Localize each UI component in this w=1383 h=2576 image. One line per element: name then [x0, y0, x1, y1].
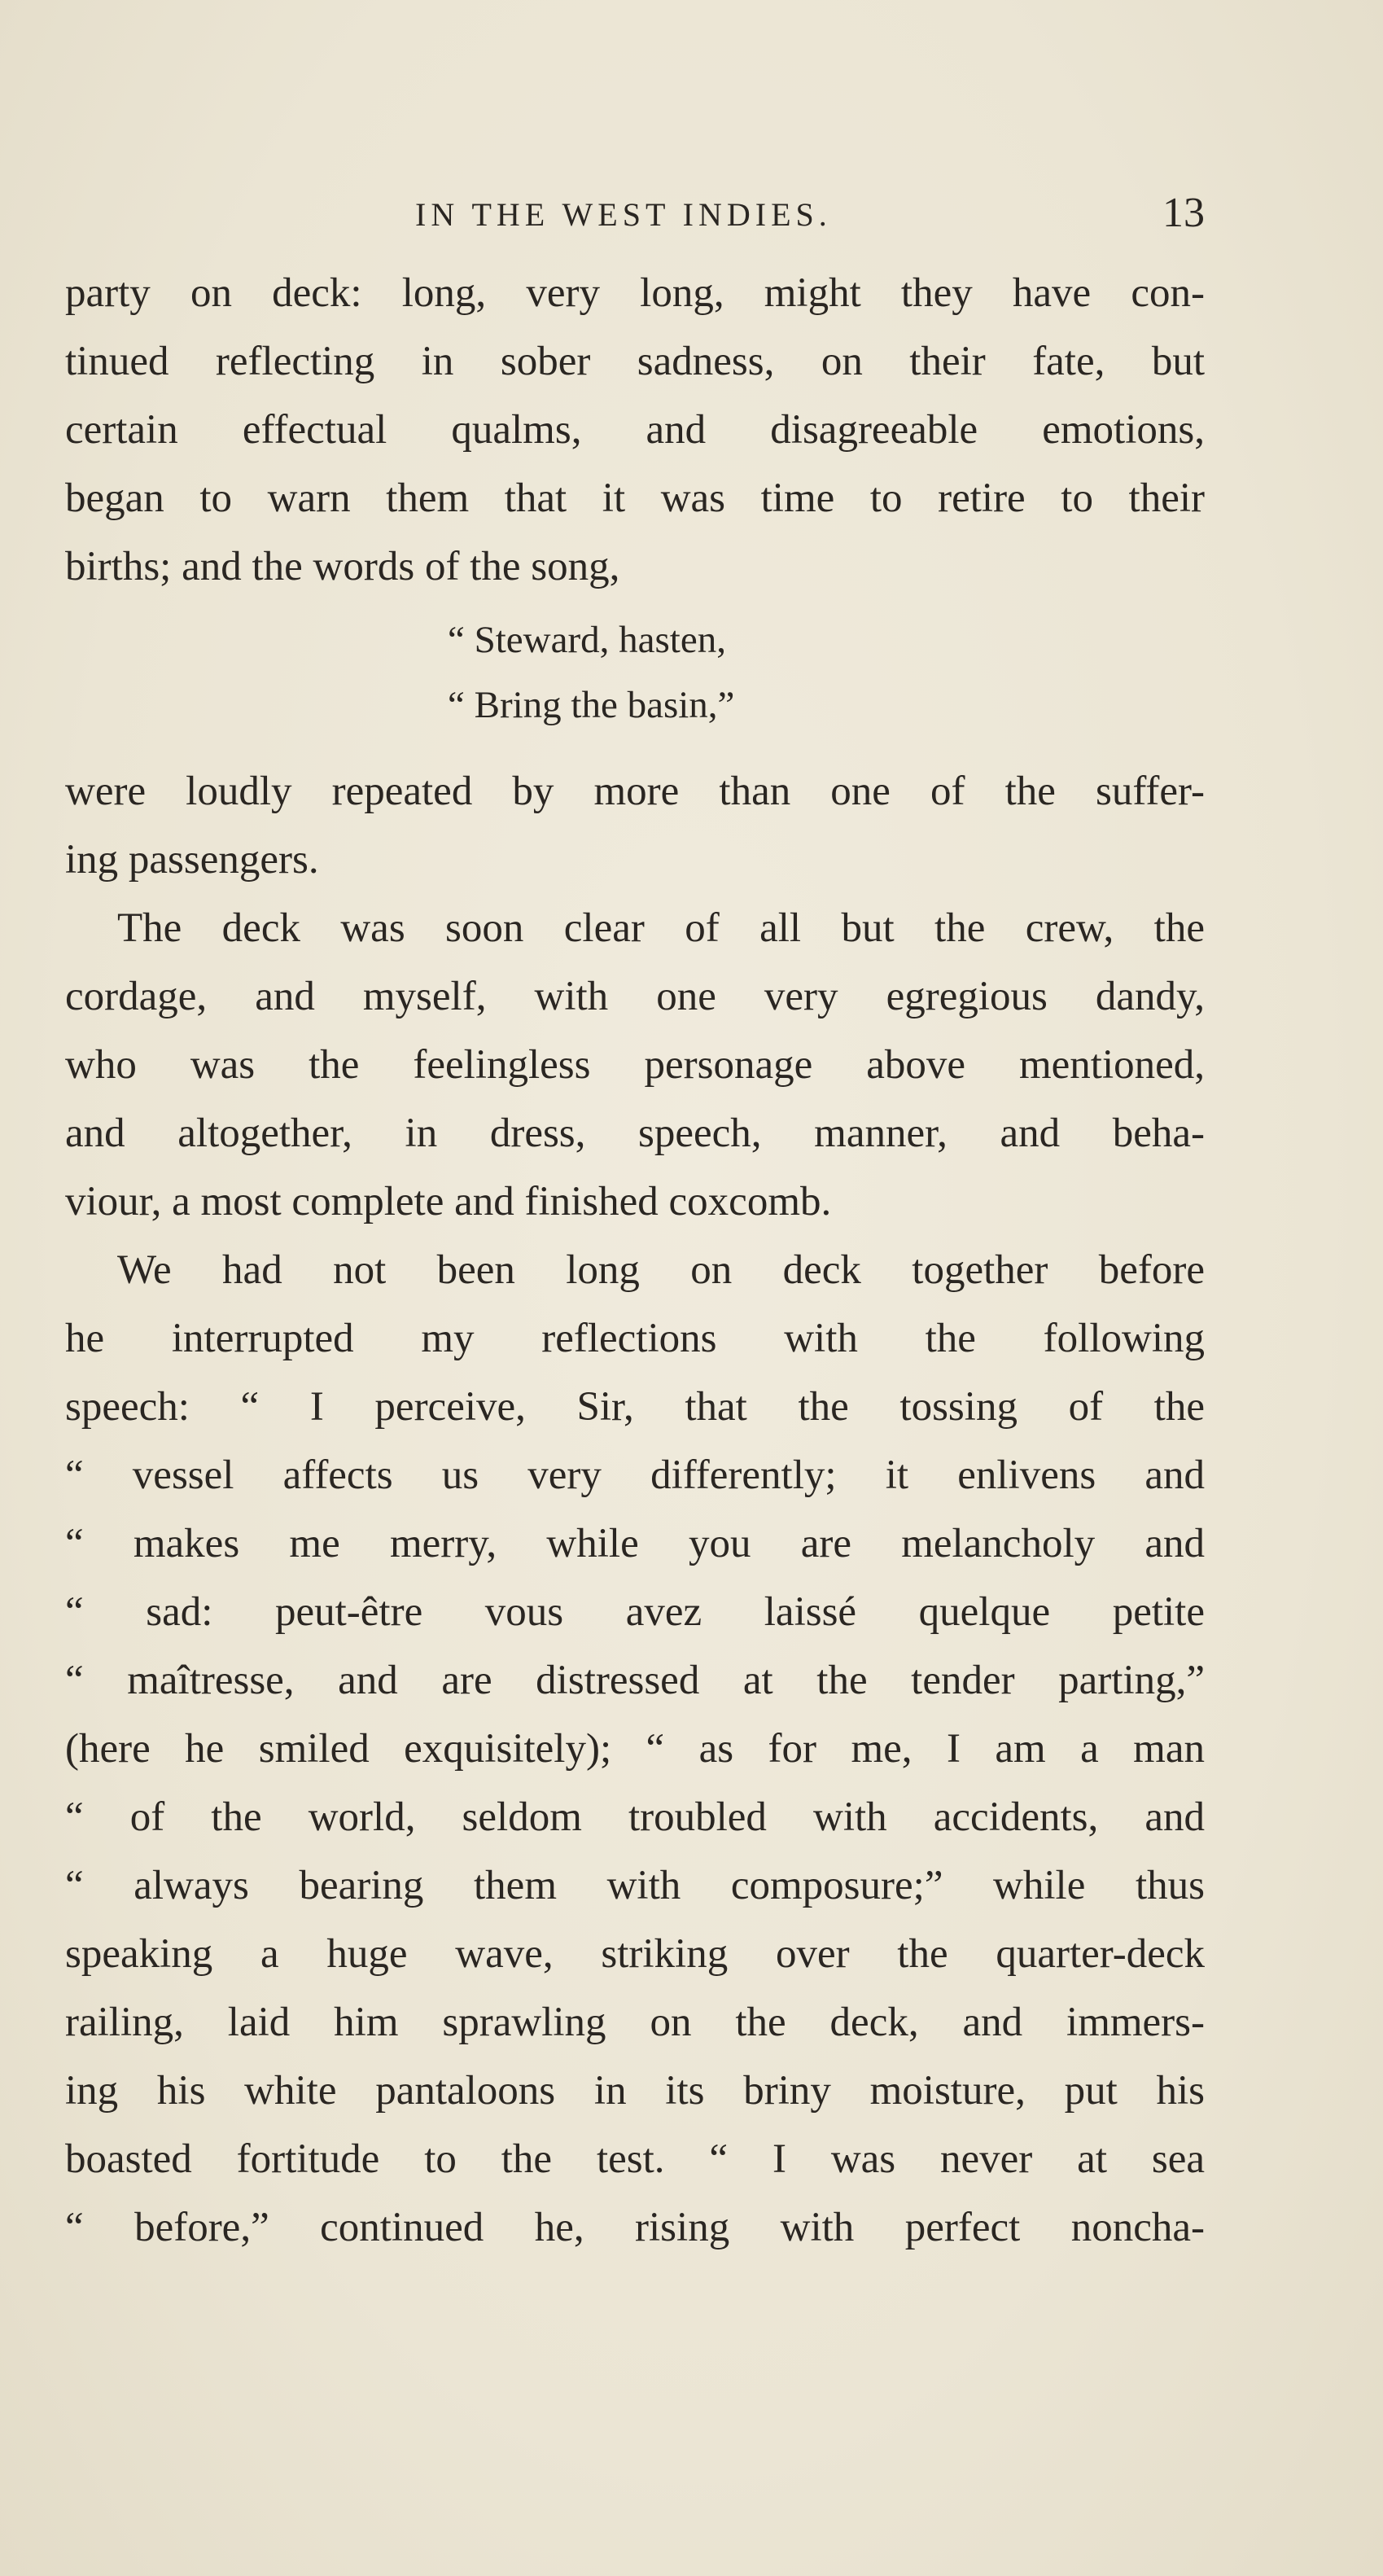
text-line: viour, a most complete and finished coxcomb. — [65, 1179, 832, 1224]
text-line: “ always bearing them with composure;” while thus — [65, 1863, 1205, 1908]
page-body — [65, 259, 1205, 2262]
text-line: railing, laid him sprawling on the deck, and immers- — [65, 2000, 1205, 2045]
text-line: were loudly repeated by more than one of the suffer- — [65, 769, 1205, 814]
verse-quote — [65, 607, 1205, 738]
text-line: party on deck: long, very long, might they have con- — [65, 270, 1205, 316]
text-line: The deck was soon clear of all but the crew, the — [117, 905, 1205, 951]
page-number: 13 — [1162, 190, 1205, 236]
text-line: ing passengers. — [65, 837, 319, 883]
verse-line: “ Bring the basin,” — [448, 684, 735, 726]
text-line: “ makes me merry, while you are melancholy and — [65, 1521, 1205, 1566]
page-header — [65, 189, 1205, 254]
text-line: began to warn them that it was time to retire to their — [65, 475, 1205, 521]
text-line: boasted fortitude to the test. “ I was never at sea — [65, 2136, 1205, 2182]
text-line: who was the feelingless personage above mentioned, — [65, 1042, 1205, 1088]
text-line: We had not been long on deck together before — [117, 1247, 1205, 1293]
text-line: ing his white pantaloons in its briny moisture, put his — [65, 2068, 1205, 2114]
verse-line: “ Steward, hasten, — [448, 619, 726, 661]
text-line: he interrupted my reflections with the following — [65, 1316, 1205, 1361]
text-line: cordage, and myself, with one very egregious dandy, — [65, 974, 1205, 1019]
text-line: certain effectual qualms, and disagreeable emotions, — [65, 407, 1205, 453]
text-line: “ of the world, seldom troubled with accidents, and — [65, 1794, 1205, 1840]
text-line: and altogether, in dress, speech, manner, and beha- — [65, 1111, 1205, 1156]
text-line: “ vessel affects us very differently; it enlivens and — [65, 1452, 1205, 1498]
paragraph-2 — [65, 757, 1205, 894]
paragraph-3 — [65, 894, 1205, 1236]
text-line: “ before,” continued he, rising with perfect noncha- — [65, 2205, 1205, 2250]
text-line: “ maîtresse, and are distressed at the tender parting,” — [65, 1658, 1205, 1703]
running-head: IN THE WEST INDIES. — [415, 196, 832, 233]
text-line: speech: “ I perceive, Sir, that the tossing of the — [65, 1384, 1205, 1430]
paragraph-4 — [65, 1236, 1205, 2262]
text-line: tinued reflecting in sober sadness, on their fate, but — [65, 339, 1205, 384]
text-line: births; and the words of the song, — [65, 544, 620, 589]
text-line: (here he smiled exquisitely); “ as for me, I am a man — [65, 1726, 1205, 1772]
paragraph-1 — [65, 259, 1205, 601]
text-line: “ sad: peut-être vous avez laissé quelque petite — [65, 1589, 1205, 1635]
text-line: speaking a huge wave, striking over the quarter-deck — [65, 1931, 1205, 1977]
